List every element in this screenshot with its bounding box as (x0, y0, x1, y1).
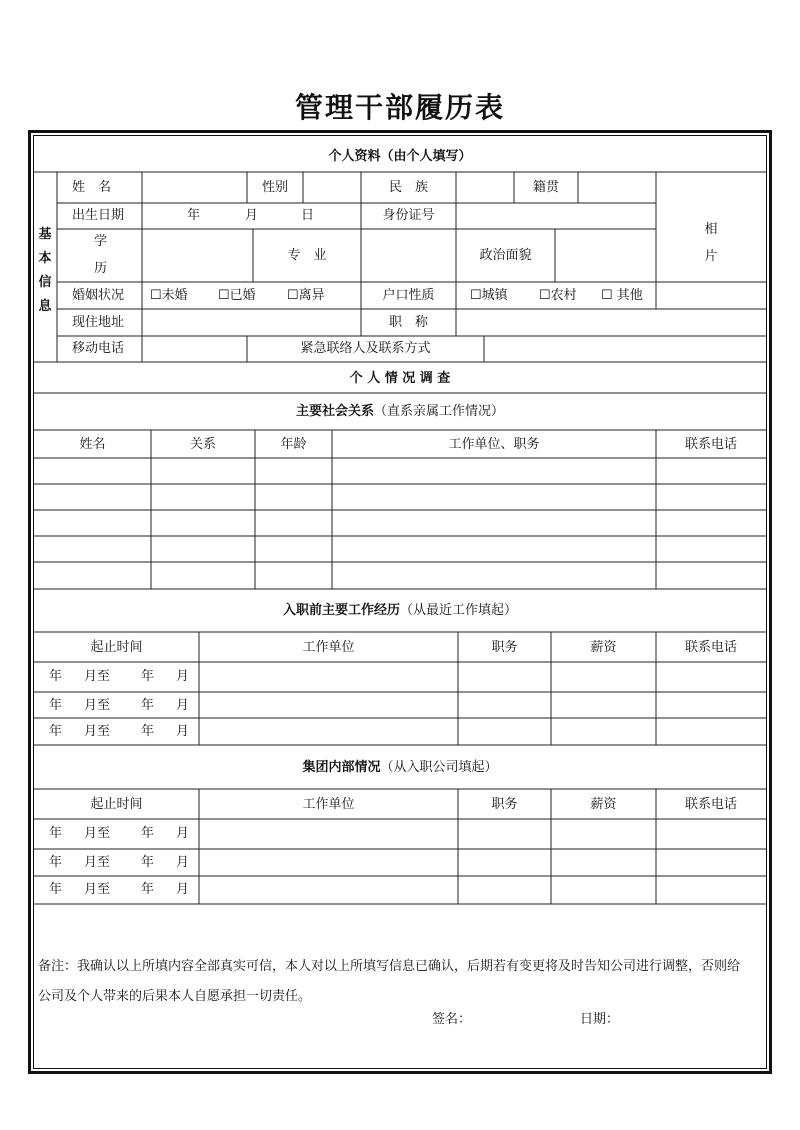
ethnicity-field[interactable] (456, 180, 514, 196)
label-mobile: 移动电话 (72, 341, 125, 356)
period-start-month-to: 月至 (84, 826, 111, 841)
relations-row-3[interactable] (34, 510, 766, 536)
prior-work-col-salary: 薪资 (590, 640, 617, 655)
relations-row-4[interactable] (34, 536, 766, 562)
period-end-year: 年 (141, 698, 155, 713)
relations-col-employer: 工作单位、职务 (448, 437, 540, 452)
birth-month-label: 月 (245, 208, 259, 223)
relations-row-1[interactable] (34, 458, 766, 484)
birth-year-label: 年 (187, 208, 201, 223)
period-end-month: 月 (176, 698, 190, 713)
prior-work-col-position: 职务 (491, 640, 518, 655)
native-place-field[interactable] (578, 180, 656, 196)
checkbox-married[interactable]: ☐已婚 (218, 288, 256, 303)
personal-section-header: 个人资料（由个人填写） (328, 149, 472, 164)
label-hukou-type: 户口性质 (382, 288, 435, 303)
period-start-year: 年 (49, 724, 63, 739)
period-start-month-to: 月至 (84, 698, 111, 713)
prior-work-col-period: 起止时间 (90, 640, 143, 655)
relations-section-header (34, 404, 766, 420)
photo-label-char-2: 片 (704, 249, 718, 264)
group-work-header-title: 集团内部情况 (302, 760, 381, 775)
declaration-line-2: 公司及个人带来的后果本人自愿承担一切责任。 (38, 989, 312, 1004)
label-professional-title: 职 称 (388, 315, 428, 330)
mobile-field[interactable] (142, 341, 247, 357)
group-work-col-period: 起止时间 (90, 797, 143, 812)
period-start-year: 年 (49, 855, 63, 870)
period-end-month: 月 (176, 855, 190, 870)
photo-label-char-1: 相 (704, 222, 718, 237)
prior-work-col-phone: 联系电话 (684, 640, 737, 655)
relations-col-relation: 关系 (189, 437, 216, 452)
group-work-col-phone: 联系电话 (684, 797, 737, 812)
label-emergency-contact: 紧急联络人及联系方式 (300, 341, 431, 356)
prior-work-col-employer: 工作单位 (302, 640, 355, 655)
signature-label: 签名： (432, 1012, 472, 1027)
label-native-place: 籍贯 (532, 180, 559, 195)
prior-work-header-title: 入职前主要工作经历 (282, 603, 400, 618)
relations-header-title: 主要社会关系 (295, 404, 374, 419)
label-name: 姓 名 (72, 180, 112, 195)
prior-work-header-note: （从最近工作填起） (400, 603, 518, 618)
group-work-col-employer: 工作单位 (302, 797, 355, 812)
survey-section-header: 个 人 情 况 调 查 (349, 371, 451, 386)
relations-row-2[interactable] (34, 484, 766, 510)
checkbox-rural[interactable]: ☐农村 (539, 288, 577, 303)
side-label-char-4: 息 (38, 299, 52, 314)
period-start-year: 年 (49, 826, 63, 841)
relations-header-note: （直系亲属工作情况） (374, 404, 505, 419)
checkbox-urban[interactable]: ☐城镇 (470, 288, 508, 303)
signature-field[interactable] (470, 1010, 560, 1030)
political-status-field[interactable] (555, 247, 656, 263)
side-label-char-1: 基 (38, 227, 52, 242)
professional-title-field[interactable] (456, 315, 766, 331)
label-marital-status: 婚姻状况 (72, 288, 125, 303)
side-label-char-3: 信 (38, 275, 52, 290)
period-end-month: 月 (176, 826, 190, 841)
name-field[interactable] (142, 180, 247, 196)
group-work-header-note: （从入职公司填起） (380, 760, 498, 775)
checkbox-divorced[interactable]: ☐离异 (287, 288, 325, 303)
period-start-year: 年 (49, 669, 63, 684)
group-work-section-header (34, 760, 766, 776)
relations-col-name: 姓名 (79, 437, 106, 452)
date-label: 日期： (580, 1012, 620, 1027)
group-work-col-position: 职务 (491, 797, 518, 812)
relations-row-5[interactable] (34, 562, 766, 589)
period-start-month-to: 月至 (84, 724, 111, 739)
relations-col-age: 年龄 (280, 437, 307, 452)
period-end-month: 月 (176, 669, 190, 684)
declaration-line-1: 备注：我确认以上所填内容全部真实可信，本人对以上所填写信息已确认，后期若有变更将及时告知公司进行调整，否则给 (38, 959, 741, 974)
label-address: 现住地址 (72, 315, 125, 330)
checkbox-other[interactable]: ☐ 其他 (601, 288, 643, 303)
period-end-month: 月 (176, 882, 190, 897)
group-work-col-salary: 薪资 (590, 797, 617, 812)
period-end-month: 月 (176, 724, 190, 739)
label-gender: 性别 (261, 180, 288, 195)
period-end-year: 年 (141, 826, 155, 841)
prior-work-section-header (34, 603, 766, 619)
period-end-year: 年 (141, 882, 155, 897)
checkbox-unmarried[interactable]: ☐未婚 (150, 288, 188, 303)
period-start-month-to: 月至 (84, 669, 111, 684)
period-start-year: 年 (49, 882, 63, 897)
period-start-year: 年 (49, 698, 63, 713)
emergency-contact-field[interactable] (484, 341, 766, 357)
period-end-year: 年 (141, 724, 155, 739)
birth-day-label: 日 (301, 208, 315, 223)
period-end-year: 年 (141, 669, 155, 684)
period-end-year: 年 (141, 855, 155, 870)
side-label-char-2: 本 (38, 251, 52, 266)
id-number-field[interactable] (456, 208, 656, 224)
label-id-number: 身份证号 (382, 208, 435, 223)
label-major: 专 业 (287, 248, 327, 263)
document-title: 管理干部履历表 (294, 91, 505, 124)
period-start-month-to: 月至 (84, 855, 111, 870)
label-education-char-1: 学 (94, 234, 108, 249)
address-field[interactable] (142, 315, 361, 331)
label-education-char-2: 历 (94, 261, 108, 276)
education-field[interactable] (142, 247, 253, 263)
period-start-month-to: 月至 (84, 882, 111, 897)
relations-col-phone: 联系电话 (684, 437, 737, 452)
label-political-status: 政治面貌 (479, 248, 532, 263)
label-birth-date: 出生日期 (72, 208, 125, 223)
major-field[interactable] (361, 247, 456, 263)
label-ethnicity: 民 族 (388, 180, 428, 195)
date-field[interactable] (618, 1010, 758, 1030)
gender-field[interactable] (303, 180, 361, 196)
